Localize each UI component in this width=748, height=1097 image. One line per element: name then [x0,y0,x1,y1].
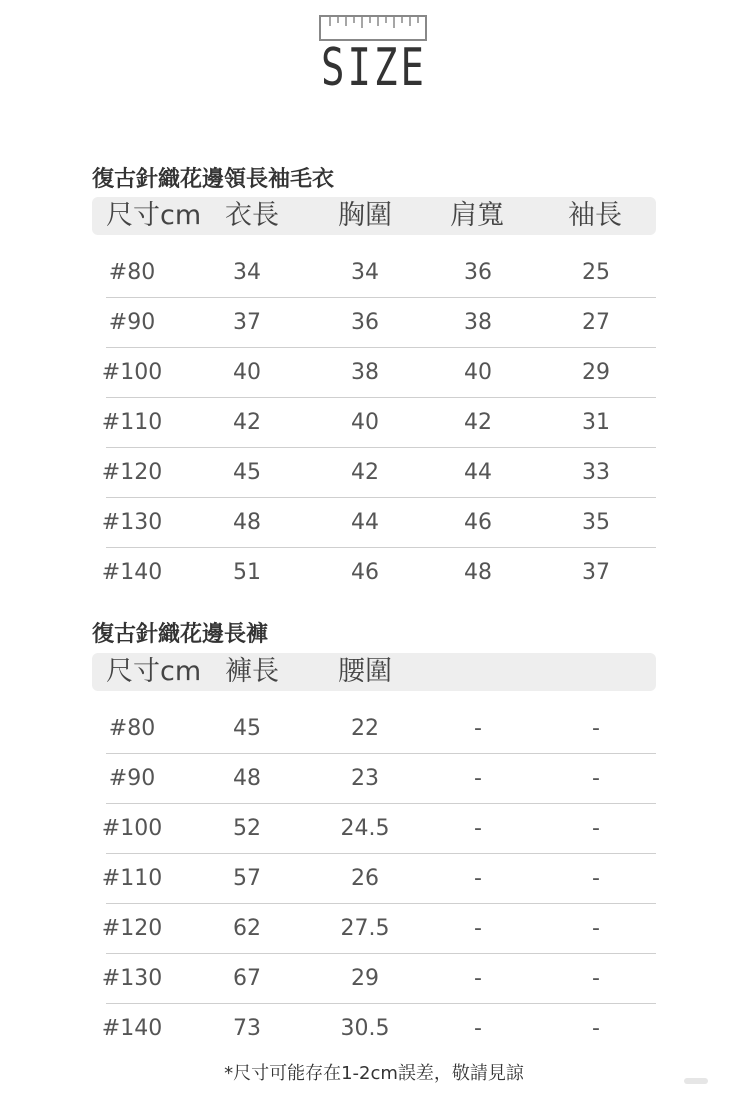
table-cell: #130 [101,510,163,535]
table-cell: 31 [582,410,610,435]
table-cell: 29 [582,360,610,385]
table-cell: 34 [351,260,379,285]
table-cell: 45 [233,460,261,485]
table-cell: #90 [108,310,156,335]
table-cell: 46 [351,560,379,585]
size-title: SIZE [321,38,427,98]
table-cell: 27 [582,310,610,335]
table-cell: - [474,866,482,891]
table-cell: - [474,716,482,741]
table-row [92,448,656,498]
table-cell: 62 [233,916,261,941]
table-cell: 48 [233,766,261,791]
header-shoulder: 肩寬 [450,200,504,231]
footnote: *尺寸可能存在1-2cm誤差，敬請見諒 [224,1063,524,1084]
table-title-sweater: 復古針織花邊領長袖毛衣 [92,167,335,192]
table-row [92,248,656,298]
table-title-pants: 復古針織花邊長褲 [92,622,269,647]
table-cell: #120 [101,916,163,941]
header-pants-length: 褲長 [225,656,279,687]
table-cell: 38 [464,310,492,335]
table-cell: 33 [582,460,610,485]
table-cell: 34 [233,260,261,285]
table-cell: 44 [351,510,379,535]
header-size: 尺寸cm [106,200,202,231]
table-cell: 52 [233,816,261,841]
table-row [92,398,656,448]
table-cell: - [592,716,600,741]
decorative-mark [684,1078,708,1084]
table-cell: 27.5 [340,916,390,941]
table-cell: 24.5 [340,816,390,841]
table-cell: - [592,966,600,991]
table-cell: 48 [233,510,261,535]
table-cell: - [592,866,600,891]
table-cell: 22 [351,716,379,741]
table-row [92,498,656,548]
table-cell: - [474,966,482,991]
table-cell: 37 [582,560,610,585]
table-row [92,348,656,398]
header-size: 尺寸cm [106,656,202,687]
table-cell: 30.5 [340,1016,390,1041]
table-cell: 25 [582,260,610,285]
table-row [92,854,656,904]
table-cell: 57 [233,866,261,891]
table-cell: 51 [233,560,261,585]
table-cell: #100 [101,360,163,385]
table-cell: 36 [464,260,492,285]
table-cell: #130 [101,966,163,991]
table-cell: #100 [101,816,163,841]
table-cell: - [592,916,600,941]
table-cell: 48 [464,560,492,585]
table-cell: 23 [351,766,379,791]
table-cell: 42 [351,460,379,485]
table-cell: - [592,766,600,791]
table-cell: - [474,766,482,791]
table-cell: - [592,816,600,841]
table-header-sweater [92,197,656,235]
header-sleeve: 袖長 [568,200,622,231]
table-cell: - [592,1016,600,1041]
table-cell: 42 [233,410,261,435]
table-cell: 73 [233,1016,261,1041]
table-cell: - [474,1016,482,1041]
table-cell: 42 [464,410,492,435]
table-cell: 29 [351,966,379,991]
table-cell: 67 [233,966,261,991]
table-cell: 46 [464,510,492,535]
table-row [92,954,656,1004]
table-cell: #80 [108,260,156,285]
header-waist: 腰圍 [338,656,392,687]
size-logo [0,0,748,110]
table-cell: 38 [351,360,379,385]
table-row [92,704,656,754]
table-row [92,298,656,348]
table-row [92,804,656,854]
table-cell: - [474,816,482,841]
table-cell: #110 [101,866,163,891]
table-row [92,548,656,598]
table-cell: #140 [101,560,163,585]
table-cell: 44 [464,460,492,485]
table-cell: #90 [108,766,156,791]
table-cell: 36 [351,310,379,335]
table-cell: 40 [464,360,492,385]
table-cell: #140 [101,1016,163,1041]
table-row [92,904,656,954]
table-row [92,754,656,804]
table-cell: - [474,916,482,941]
table-cell: 26 [351,866,379,891]
header-length: 衣長 [225,200,279,231]
table-cell: 37 [233,310,261,335]
table-cell: #110 [101,410,163,435]
table-cell: 35 [582,510,610,535]
table-cell: #80 [108,716,156,741]
table-cell: #120 [101,460,163,485]
table-cell: 45 [233,716,261,741]
table-row [92,1004,656,1054]
table-cell: 40 [233,360,261,385]
header-chest: 胸圍 [338,200,392,231]
table-cell: 40 [351,410,379,435]
table-header-pants [92,653,656,691]
